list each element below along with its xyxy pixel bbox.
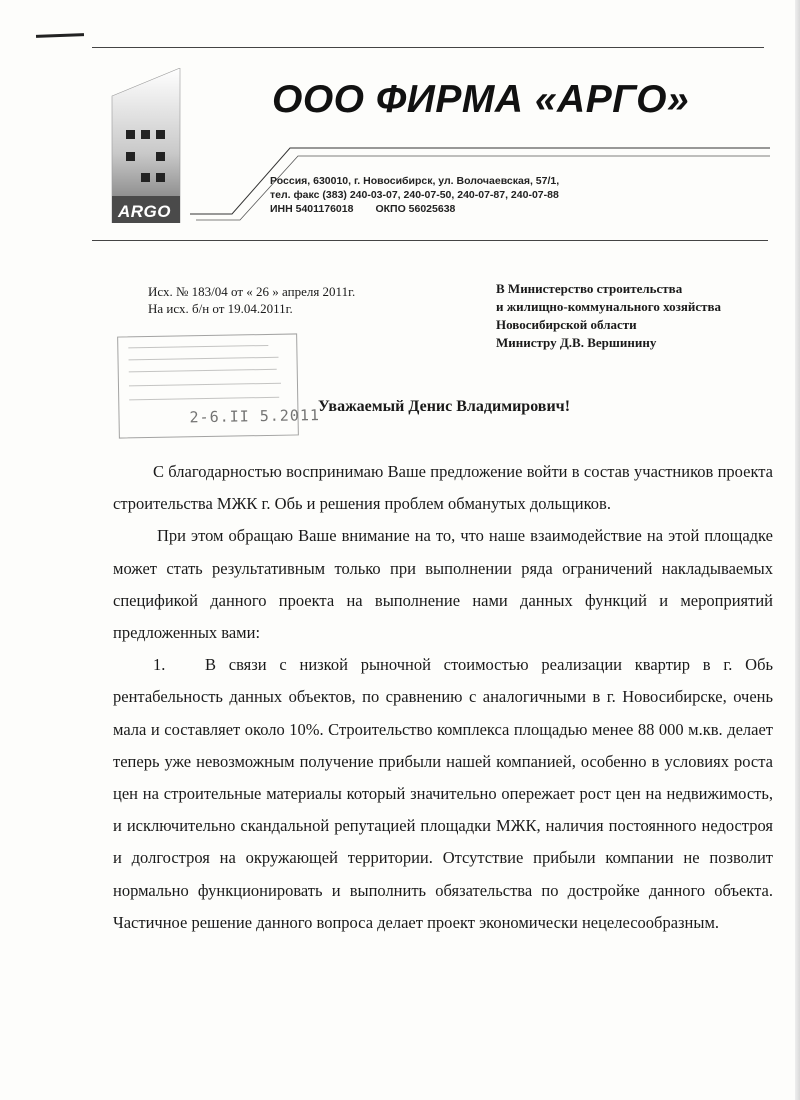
address-line: Россия, 630010, г. Новосибирск, ул. Волочаевская, 57/1,: [270, 175, 560, 187]
recipient-line: и жилищно-коммунального хозяйства: [496, 299, 722, 314]
recipient-line: В Министерство строительства: [496, 281, 683, 296]
logo-text: ARGO: [118, 202, 171, 221]
company-name: ООО ФИРМА «АРГО»: [272, 78, 690, 121]
header-rule-bottom: [92, 240, 768, 241]
stamp-date: 2-6.II 5.2011: [189, 406, 321, 427]
paragraph-2: При этом обращаю Ваше внимание на то, что наше взаимодействие на этой площадке может стать результативным только при выполнении ряда ограничений накладываемых спецификой данного проекта на выполнение нами данных функций и мероприятий предложенных вами:: [113, 526, 773, 643]
phone-fax-line: тел. факс (383) 240-03-07, 240-07-50, 240-07-87, 240-07-88: [270, 189, 559, 201]
registration-stamp: [117, 333, 321, 438]
company-ids: [270, 202, 559, 216]
reply-reference: На исх. б/н от 19.04.2011г.: [148, 301, 293, 316]
recipient-line: Министру Д.В. Вершинину: [496, 335, 657, 350]
recipient-block: [496, 280, 721, 352]
okpo: ОКПО 56025638: [375, 203, 456, 215]
salutation: Уважаемый Денис Владимирович!: [318, 398, 571, 415]
stamp-lines: [118, 334, 296, 337]
paragraph-1: С благодарностью воспринимаю Ваше предложение войти в состав участников проекта строительства МЖК г. Обь и решения проблем обманутых дольщиков.: [113, 462, 773, 514]
company-address: [270, 174, 559, 216]
letter-body: [113, 456, 773, 939]
outgoing-number: Исх. № 183/04 от « 26 » апреля 2011г.: [148, 284, 356, 299]
list-item-number: 1.: [153, 655, 166, 675]
outgoing-reference: [148, 283, 355, 317]
list-item-1: [113, 649, 773, 939]
list-item-text: В связи с низкой рыночной стоимостью реализации квартир в г. Обь рентабельность данных объектов, по сравнению с аналогичными в г. Новосибирске, очень мала и составляет около 10%. Строительство комплекса площадью менее 88 000 м.кв. делает теперь уже невозможным получение прибыли нашей компанией, особенно в условиях роста цен на строительные материалы который значительно опережает рост цен на недвижимость, и исключительно скандальной репутацией площадки МЖК, наличия постоянного недостроя и долгостроя на окружающей территории. Отсутствие прибыли компании не позволит нормально функционировать и выполнить обязательства по достройке данного объекта. Частичное решение данного вопроса делает проект экономически нецелесообразным.: [113, 655, 773, 932]
recipient-line: Новосибирской области: [496, 317, 637, 332]
inn: ИНН 5401176018: [270, 203, 354, 215]
